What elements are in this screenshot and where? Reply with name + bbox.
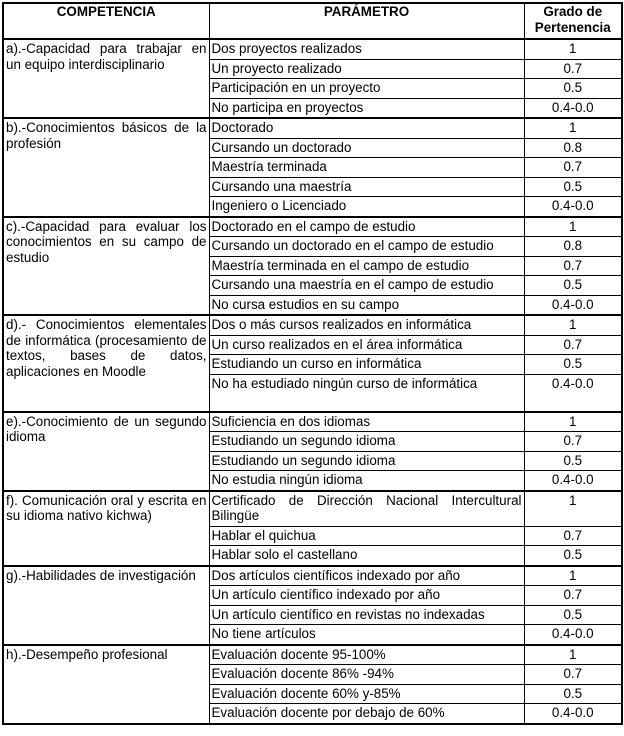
parametro-cell: Suficiencia en dos idiomas: [209, 412, 524, 432]
grado-cell: 0.4-0.0: [524, 374, 622, 412]
parametro-cell: No cursa estudios en su campo: [209, 295, 524, 315]
grado-cell: 0.4-0.0: [524, 471, 622, 491]
parametro-cell: Ingeniero o Licenciado: [209, 197, 524, 217]
grado-cell: 0.5: [524, 177, 622, 197]
competencia-cell-g: g).-Habilidades de investigación: [3, 566, 209, 645]
grado-cell: 1: [524, 217, 622, 237]
parametro-cell: Estudiando un segundo idioma: [209, 451, 524, 471]
grado-cell: 1: [524, 118, 622, 138]
parametro-cell: Dos artículos científicos indexado por año: [209, 566, 524, 586]
parametro-cell: Doctorado en el campo de estudio: [209, 217, 524, 237]
grado-cell: 0.5: [524, 605, 622, 625]
competencia-cell-h: h).-Desempeño profesional: [3, 645, 209, 724]
header-grado: Grado de Pertenencia: [524, 3, 622, 39]
parametro-cell: Cursando una maestría en el campo de estudio: [209, 276, 524, 296]
table-row: [3, 491, 622, 527]
competencia-cell-c: c).-Capacidad para evaluar los conocimientos en su campo de estudio: [3, 217, 209, 316]
table-row: [3, 645, 622, 665]
grado-cell: 0.7: [524, 158, 622, 178]
grado-cell: 0.7: [524, 59, 622, 79]
parametro-cell: Un artículo científico en revistas no indexadas: [209, 605, 524, 625]
parametro-cell: Dos proyectos realizados: [209, 39, 524, 59]
competencia-cell-d: d).- Conocimientos elementales de informática (procesamiento de textos, bases de datos, aplicaciones en Moodle: [3, 315, 209, 412]
parametro-cell: Un proyecto realizado: [209, 59, 524, 79]
grado-cell: 0.5: [524, 79, 622, 99]
parametro-cell: Hablar el quichua: [209, 526, 524, 546]
grado-cell: 0.7: [524, 665, 622, 685]
table-row: [3, 566, 622, 586]
grado-cell: 0.4-0.0: [524, 704, 622, 724]
table-row: [3, 118, 622, 138]
grado-cell: 0.8: [524, 138, 622, 158]
parametro-cell: Estudiando un curso en informática: [209, 355, 524, 375]
parametro-cell: Doctorado: [209, 118, 524, 138]
competency-table: [2, 2, 623, 725]
parametro-cell: Dos o más cursos realizados en informática: [209, 315, 524, 335]
parametro-cell: Cursando un doctorado: [209, 138, 524, 158]
parametro-cell: Evaluación docente por debajo de 60%: [209, 704, 524, 724]
grado-cell: 1: [524, 566, 622, 586]
parametro-cell: Un curso realizados en el área informática: [209, 335, 524, 355]
parametro-cell: Evaluación docente 95-100%: [209, 645, 524, 665]
grado-cell: 0.5: [524, 276, 622, 296]
parametro-cell: No tiene artículos: [209, 625, 524, 645]
grado-cell: 0.8: [524, 237, 622, 257]
parametro-cell: Maestría terminada: [209, 158, 524, 178]
grado-cell: 0.5: [524, 546, 622, 566]
grado-cell: 0.4-0.0: [524, 197, 622, 217]
grado-cell: 0.7: [524, 335, 622, 355]
grado-cell: 0.4-0.0: [524, 625, 622, 645]
parametro-cell: No estudia ningún idioma: [209, 471, 524, 491]
grado-cell: 0.5: [524, 684, 622, 704]
competencia-cell-a: a).-Capacidad para trabajar en un equipo interdisciplinario: [3, 39, 209, 118]
parametro-cell: Evaluación docente 60% y-85%: [209, 684, 524, 704]
parametro-cell: Estudiando un segundo idioma: [209, 432, 524, 452]
grado-cell: 0.4-0.0: [524, 295, 622, 315]
header-row: [3, 3, 622, 39]
grado-cell: 0.5: [524, 451, 622, 471]
parametro-cell: Maestría terminada en el campo de estudio: [209, 256, 524, 276]
parametro-cell: Certificado de Dirección Nacional Intercultural Bilingüe: [209, 491, 524, 527]
grado-cell: 1: [524, 315, 622, 335]
table-row: [3, 315, 622, 335]
parametro-cell: Cursando un doctorado en el campo de estudio: [209, 237, 524, 257]
table-row: [3, 412, 622, 432]
parametro-cell: Participación en un proyecto: [209, 79, 524, 99]
grado-cell: 0.7: [524, 432, 622, 452]
parametro-cell: Hablar solo el castellano: [209, 546, 524, 566]
header-parametro: PARÁMETRO: [209, 3, 524, 39]
grado-cell: 0.5: [524, 355, 622, 375]
parametro-cell: Evaluación docente 86% -94%: [209, 665, 524, 685]
competencia-cell-f: f). Comunicación oral y escrita en su idioma nativo kichwa): [3, 491, 209, 566]
grado-cell: 1: [524, 412, 622, 432]
grado-cell: 0.7: [524, 526, 622, 546]
header-competencia: COMPETENCIA: [3, 3, 209, 39]
grado-cell: 0.7: [524, 256, 622, 276]
grado-cell: 1: [524, 491, 622, 527]
grado-cell: 0.7: [524, 586, 622, 606]
grado-cell: 0.4-0.0: [524, 98, 622, 118]
competencia-cell-b: b).-Conocimientos básicos de la profesión: [3, 118, 209, 217]
table-row: [3, 39, 622, 59]
parametro-cell: No ha estudiado ningún curso de informática: [209, 374, 524, 412]
grado-cell: 1: [524, 645, 622, 665]
table-row: [3, 217, 622, 237]
parametro-cell: Cursando una maestría: [209, 177, 524, 197]
grado-cell: 1: [524, 39, 622, 59]
competencia-cell-e: e).-Conocimiento de un segundo idioma: [3, 412, 209, 491]
parametro-cell: Un artículo científico indexado por año: [209, 586, 524, 606]
parametro-cell: No participa en proyectos: [209, 98, 524, 118]
